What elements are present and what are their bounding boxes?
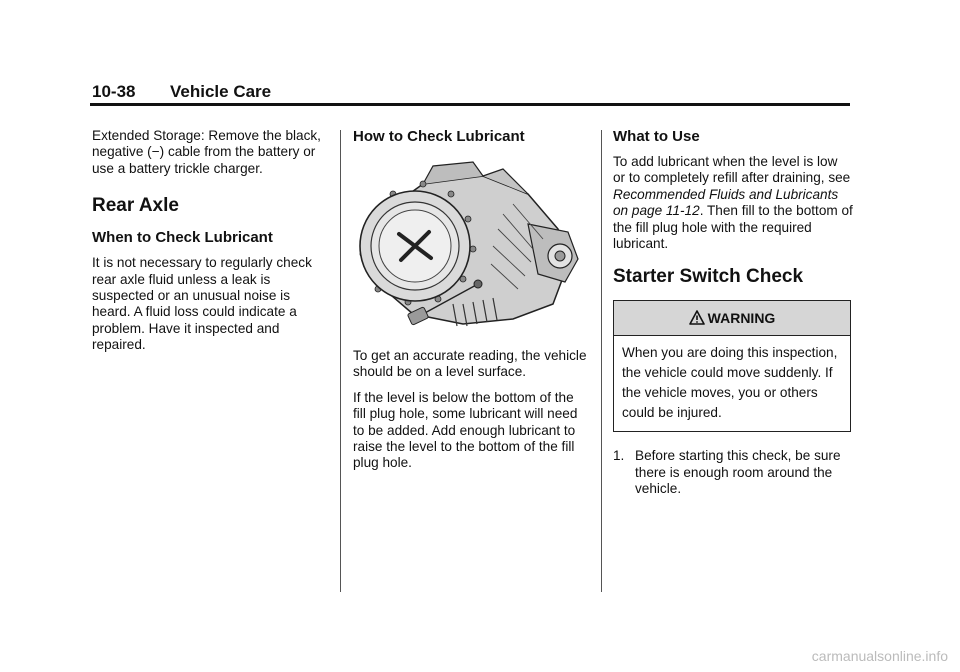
rear-axle-differential-illustration	[353, 154, 583, 334]
column-divider-2	[601, 130, 602, 592]
warning-header	[614, 301, 850, 336]
what-to-use-text-end: . Then fill to the bottom of the fill plug hole with the required lubricant.	[613, 203, 853, 252]
warning-label: WARNING	[707, 310, 776, 327]
starter-switch-heading: Starter Switch Check	[613, 266, 804, 288]
fill-plug-text: If the level is below the bottom of the fill plug hole, some lubricant will need to be added. Add enough lubricant to raise the level to the bottom of the fill plug hole.	[353, 389, 578, 471]
section-title: Vehicle Care	[170, 82, 272, 101]
what-to-use-text	[613, 154, 853, 252]
when-to-check-text: It is not necessary to regularly check rear axle fluid unless a leak is suspected or an unusual noise is heard. A fluid loss could indicate a problem. Have it inspected and repaired.	[92, 255, 312, 353]
watermark: carmanualsonline.info	[811, 648, 948, 664]
step-1-number: 1.	[613, 448, 625, 464]
page-number: 10-38	[92, 82, 136, 101]
step-1-text: Before starting this check, be sure there is enough room around the vehicle.	[635, 448, 841, 497]
accurate-reading-text: To get an accurate reading, the vehicle should be on a level surface.	[353, 348, 587, 380]
warning-triangle-icon	[689, 310, 705, 326]
how-to-check-heading: How to Check Lubricant	[353, 128, 525, 145]
column-divider-1	[340, 130, 341, 592]
what-to-use-text-start: To add lubricant when the level is low or to completely refill after draining, see	[613, 154, 851, 186]
extended-storage-text: Extended Storage: Remove the black, negative (−) cable from the battery or use a battery trickle charger.	[92, 128, 321, 176]
column-2	[353, 128, 588, 481]
header-rule	[90, 103, 850, 106]
what-to-use-heading: What to Use	[613, 128, 700, 145]
warning-box	[613, 300, 851, 432]
rear-axle-heading: Rear Axle	[92, 195, 179, 217]
when-to-check-heading: When to Check Lubricant	[92, 229, 273, 247]
recommended-fluids-link[interactable]: Recommended Fluids and Lubricants on page 11-12	[613, 186, 839, 219]
column-1	[92, 128, 328, 363]
column-3	[613, 128, 853, 498]
step-1	[613, 448, 853, 497]
warning-text: When you are doing this inspection, the vehicle could move suddenly. If the vehicle moves, you or others could be injured.	[622, 345, 838, 421]
